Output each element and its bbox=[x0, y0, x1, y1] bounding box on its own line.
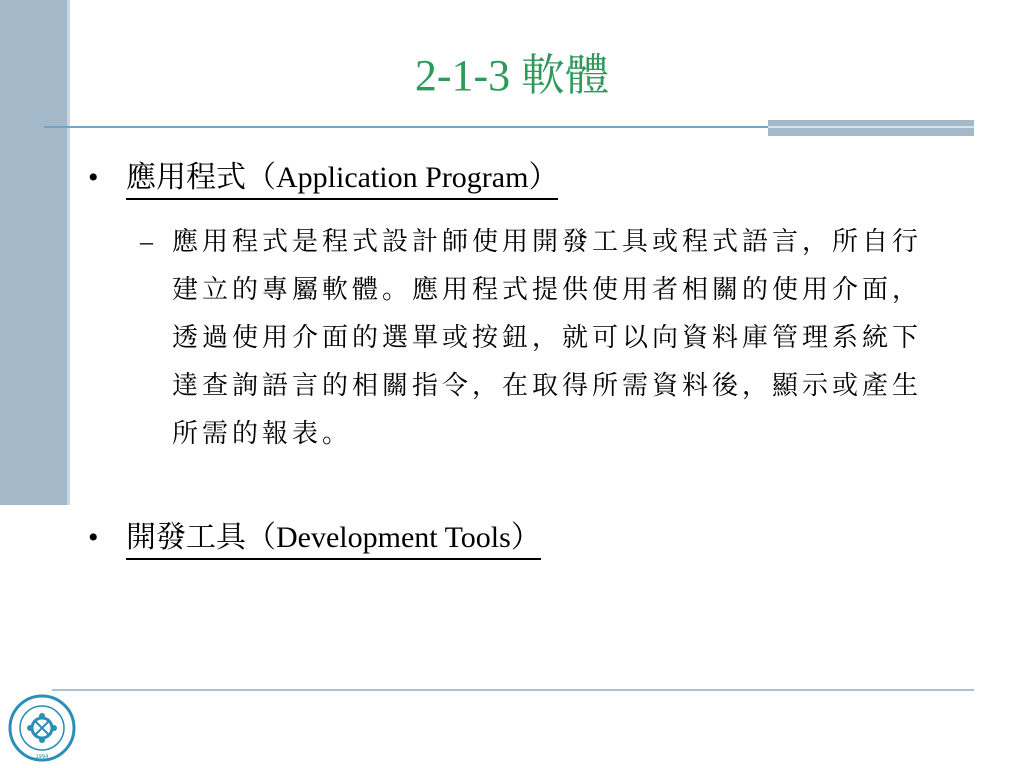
logo-year: 1994 bbox=[35, 754, 49, 760]
sub-bullet-marker: – bbox=[140, 227, 153, 256]
title-accent-block bbox=[768, 120, 974, 136]
bullet-item-application-program bbox=[88, 158, 558, 198]
university-seal-icon bbox=[8, 694, 76, 762]
title-accent-line bbox=[768, 126, 974, 128]
bullet-item-development-tools bbox=[88, 518, 541, 558]
bullet-marker: • bbox=[88, 521, 99, 554]
sub-bullet-text: 應用程式是程式設計師使用開發工具或程式語言，所自行建立的專屬軟體。應用程式提供使用者相關的使用介面，透過使用介面的選單或按鈕，就可以向資料庫管理系統下達查詢語言的相關指令，在取得所需資料後，顯示或產生所需的報表。 bbox=[172, 227, 923, 449]
bullet-text: 應用程式（Application Program） bbox=[126, 161, 558, 200]
bullet-text: 開發工具（Development Tools） bbox=[126, 521, 541, 560]
bullet-marker: • bbox=[88, 161, 99, 194]
slide-title: 2-1-3 軟體 bbox=[414, 51, 610, 100]
footer-divider bbox=[52, 689, 974, 691]
